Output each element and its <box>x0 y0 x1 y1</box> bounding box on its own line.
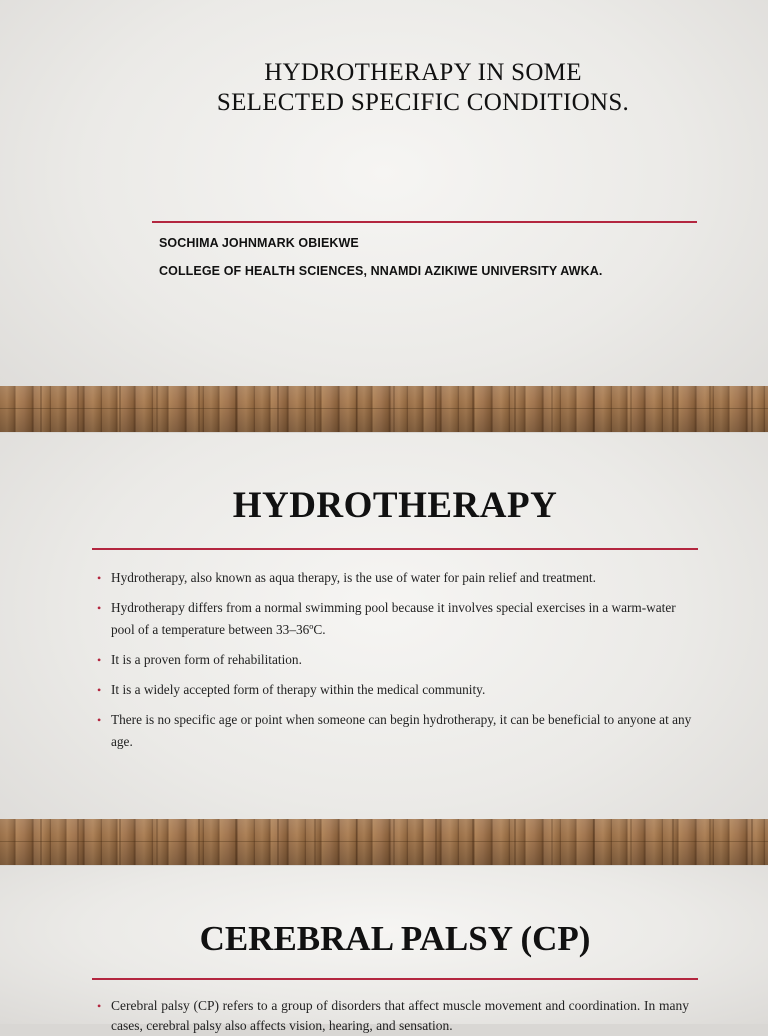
bullet-text: Cerebral palsy (CP) refers to a group of disorders that affect muscle movement and coordination. In many cases, cerebral palsy also affects vision, hearing, and sensation. <box>111 998 689 1033</box>
bullet-list <box>97 567 692 761</box>
title-slide <box>0 0 768 432</box>
cerebral-palsy-slide <box>0 866 768 1033</box>
author-affiliation: COLLEGE OF HEALTH SCIENCES, NNAMDI AZIKIWE UNIVERSITY AWKA. <box>159 264 603 278</box>
bullet-text: Hydrotherapy, also known as aqua therapy, is the use of water for pain relief and treatment. <box>111 570 596 585</box>
bullet-text: It is a proven form of rehabilitation. <box>111 652 302 667</box>
bullet-icon: • <box>97 601 102 615</box>
list-item <box>97 679 692 701</box>
slide-title: CEREBRAL PALSY (CP) <box>199 919 591 958</box>
bullet-text: There is no specific age or point when someone can begin hydrotherapy, it can be beneficial to anyone at any age. <box>111 712 692 749</box>
list-item <box>97 649 692 671</box>
bullet-text: It is a widely accepted form of therapy within the medical community. <box>111 682 486 697</box>
bullet-icon: • <box>97 571 102 585</box>
accent-rule <box>92 978 698 980</box>
bullet-text: Hydrotherapy differs from a normal swimming pool because it involves special exercises in a warm-water pool of a temperature between 33–36ºC. <box>111 600 676 637</box>
bullet-icon: • <box>97 653 102 667</box>
bullet-icon: • <box>97 683 102 697</box>
accent-rule <box>152 221 697 223</box>
list-item <box>97 709 692 753</box>
presentation-title: HYDROTHERAPY IN SOME SELECTED SPECIFIC CONDITIONS. <box>216 59 630 116</box>
list-item <box>97 996 689 1036</box>
bullet-list <box>97 996 689 1036</box>
accent-rule <box>92 548 698 550</box>
list-item <box>97 567 692 589</box>
bullet-icon: • <box>97 713 102 727</box>
author-name: SOCHIMA JOHNMARK OBIEKWE <box>159 236 359 250</box>
bullet-icon: • <box>97 999 102 1013</box>
wood-floor-decoration <box>0 819 768 865</box>
slide-title: HYDROTHERAPY <box>232 485 558 526</box>
hydrotherapy-slide <box>0 433 768 865</box>
wood-floor-decoration <box>0 386 768 432</box>
list-item <box>97 597 692 641</box>
